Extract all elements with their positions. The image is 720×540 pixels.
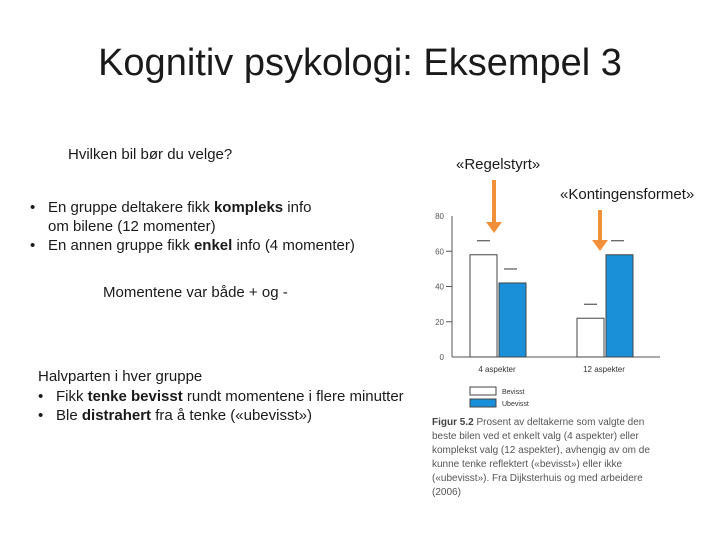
legend-swatch-bevisst <box>470 387 496 395</box>
legend-label: Ubevisst <box>502 401 529 408</box>
bullet-dot: • <box>30 199 36 216</box>
y-tick-label: 80 <box>435 212 444 221</box>
bullet-bold: enkel <box>193 237 233 254</box>
x-category-label: 4 aspekter <box>478 365 516 374</box>
bar-ubevisst-1 <box>499 283 526 357</box>
bullet-text: Fikk <box>56 388 88 405</box>
bullet-text: info (4 momenter) <box>232 237 355 254</box>
caption-text: Prosent av deltakerne som valgte den beste bilen ved et enkelt valg (4 aspekter) eller komplekst valg (12 aspekter), avhengig av om de kunne tenke reflektert («bevisst») eller ikke («ubevisst»). Fra Dijksterhuis og med arbeidere (2006) <box>432 417 650 498</box>
bar-bevisst-1 <box>470 255 497 357</box>
bullet-bold: distrahert <box>81 407 152 424</box>
moments-text: Momentene var både + og - <box>103 284 288 301</box>
bullet-dot: • <box>38 407 44 424</box>
arrow-down-icon <box>486 222 502 233</box>
bullet-bold: kompleks <box>213 199 284 216</box>
figure-number: Figur 5.2 <box>432 417 474 428</box>
y-tick-label: 40 <box>435 282 444 292</box>
bar-ubevisst-2 <box>606 255 633 357</box>
bullet-text: En annen gruppe fikk <box>48 237 194 254</box>
bullet-text: info <box>283 199 312 216</box>
bullet-text: rundt momentene i flere minutter <box>182 388 404 405</box>
rule-based-label: «Regelstyrt» <box>456 156 541 173</box>
question-text: Hvilken bil bør du velge? <box>68 146 233 163</box>
legend-swatch-ubevisst <box>470 399 496 407</box>
x-category-label: 12 aspekter <box>583 365 625 374</box>
bullet-text: Ble <box>56 407 82 424</box>
bar-bevisst-2 <box>577 318 604 357</box>
y-tick-label: 60 <box>435 247 444 257</box>
slide-title: Kognitiv psykologi: Eksempel 3 <box>98 42 622 84</box>
bullet-text-line2: om bilene (12 momenter) <box>48 218 216 235</box>
figure-caption <box>432 416 670 500</box>
arrow-down-icon <box>592 240 608 251</box>
contingency-label: «Kontingensformet» <box>560 186 695 203</box>
bullet-dot: • <box>30 237 36 254</box>
bullet-bold: tenke bevisst <box>87 388 183 405</box>
half-group-heading: Halvparten i hver gruppe <box>38 368 203 385</box>
y-tick-label: 0 <box>439 353 444 362</box>
bullet-text: fra å tenke («ubevisst») <box>151 407 312 424</box>
bullet-dot: • <box>38 388 44 405</box>
bullet-text: En gruppe deltakere fikk <box>48 199 214 216</box>
y-tick-label: 20 <box>435 317 444 327</box>
legend-label: Bevisst <box>502 389 525 396</box>
